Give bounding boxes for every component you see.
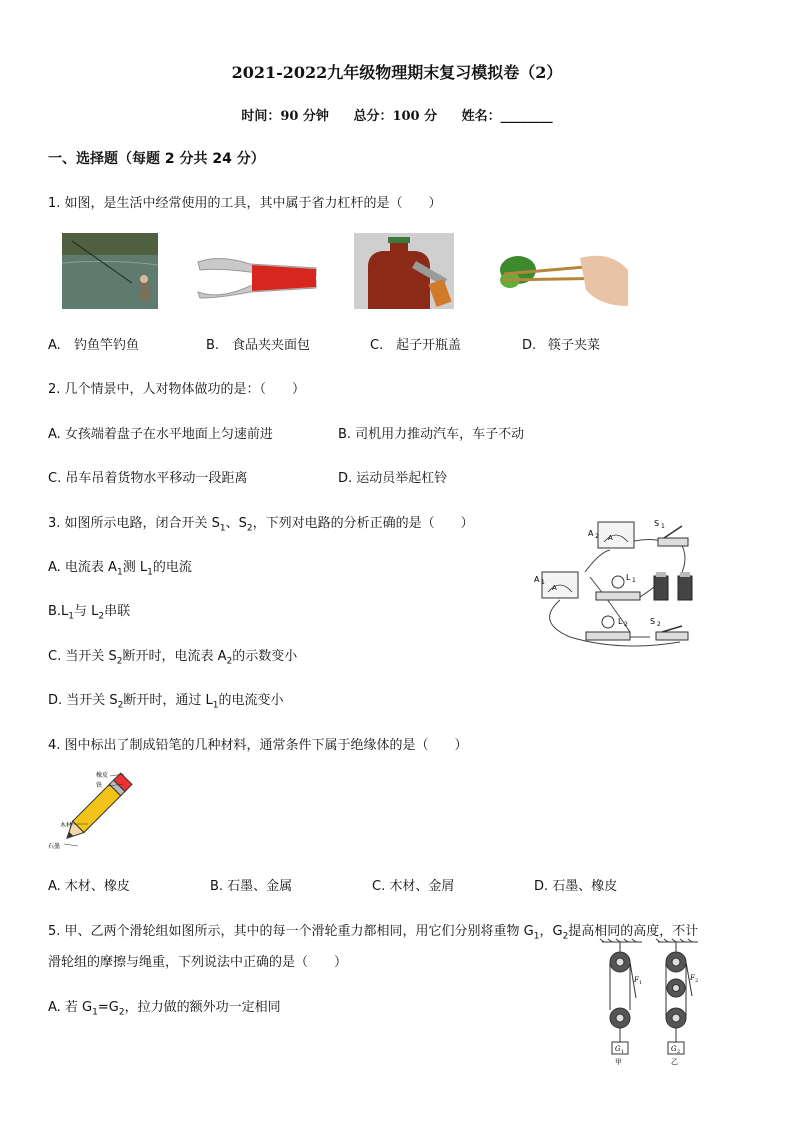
svg-text:A: A — [552, 584, 557, 592]
svg-text:2: 2 — [624, 621, 628, 628]
svg-text:2: 2 — [695, 978, 699, 984]
section-heading: 一、选择题（每题 2 分共 24 分） — [48, 151, 265, 167]
label-yi: 乙 — [671, 1058, 678, 1066]
q4-option-b[interactable]: B. 石墨、金属 — [210, 879, 293, 894]
svg-text:S: S — [654, 519, 660, 528]
switch-s1 — [654, 519, 688, 546]
svg-text:A: A — [534, 575, 540, 584]
q3-option-d[interactable]: D. 当开关 $S_2$断开时，通过 $L_1$的电流变小 — [48, 693, 284, 711]
svg-text:A: A — [608, 534, 613, 542]
pencil-diagram — [48, 770, 138, 854]
svg-text:L: L — [626, 573, 631, 582]
q4-option-a[interactable]: A. 木材、橡皮 — [48, 879, 130, 894]
ammeter-a2 — [588, 522, 634, 548]
svg-text:G: G — [615, 1045, 621, 1053]
q1-option-a[interactable]: A. 钓鱼竿钓鱼 — [48, 338, 140, 353]
q2-stem: 2. 几个情景中，人对物体做功的是：（ ） — [48, 382, 306, 397]
svg-text:F: F — [690, 974, 695, 982]
q5-stem-line2: 滑轮组的摩擦与绳重，下列说法中正确的是（ ） — [48, 955, 348, 970]
label-wood: 木材 — [60, 822, 73, 829]
fishing-photo — [62, 233, 158, 309]
bottle-opener-photo — [354, 233, 454, 309]
svg-text:1: 1 — [639, 980, 643, 986]
q1-option-c[interactable]: C. 起子开瓶盖 — [370, 338, 462, 353]
circuit-diagram — [530, 512, 700, 652]
label-jia: 甲 — [615, 1058, 622, 1066]
exam-time: 时间：90 分钟 — [241, 109, 329, 124]
q1-option-d[interactable]: D. 筷子夹菜 — [522, 338, 601, 353]
svg-text:1: 1 — [621, 1049, 625, 1055]
pulley-diagram — [596, 938, 706, 1066]
svg-text:1: 1 — [632, 577, 636, 584]
switch-s2 — [650, 617, 688, 640]
q4-option-d[interactable]: D. 石墨、橡皮 — [534, 879, 618, 894]
food-tongs-image — [190, 250, 320, 302]
svg-text:G: G — [671, 1045, 677, 1053]
bulb-l2 — [586, 616, 630, 640]
battery-icon — [654, 572, 692, 600]
bulb-l1 — [596, 573, 640, 600]
svg-text:2: 2 — [677, 1049, 681, 1055]
label-metal: 铁 — [96, 782, 103, 789]
svg-text:2: 2 — [595, 533, 599, 540]
label-graphite: 石墨 — [48, 843, 61, 850]
q2-option-d[interactable]: D. 运动员举起杠铃 — [338, 471, 448, 486]
svg-text:L: L — [618, 617, 623, 626]
exam-score: 总分：100 分 — [353, 109, 438, 124]
page-title: 2021-2022九年级物理期末复习模拟卷（2） — [231, 63, 563, 82]
q3-stem: 3. 如图所示电路，闭合开关 $S_1$、$S_2$，下列对电路的分析正确的是（ ） — [48, 516, 474, 534]
q5-stem-line1: 5. 甲、乙两个滑轮组如图所示，其中的每一个滑轮重力都相同，用它们分别将重物 $G_1$，$G_2$提高相同的高度，不计 — [48, 924, 699, 942]
q3-option-a[interactable]: A. 电流表 $A_1$测 $L_1$的电流 — [48, 560, 192, 578]
ammeter-a1 — [534, 572, 578, 598]
svg-text:1: 1 — [661, 523, 665, 530]
svg-text:2: 2 — [657, 621, 661, 628]
q1-option-b[interactable]: B. 食品夹夹面包 — [206, 338, 311, 353]
q4-stem: 4. 图中标出了制成铅笔的几种材料，通常条件下属于绝缘体的是（ ） — [48, 738, 468, 753]
chopsticks-image — [490, 250, 630, 310]
q2-option-a[interactable]: A. 女孩端着盘子在水平地面上匀速前进 — [48, 427, 273, 442]
svg-text:A: A — [588, 529, 594, 538]
q1-stem: 1. 如图，是生活中经常使用的工具，其中属于省力杠杆的是（ ） — [48, 196, 442, 211]
q5-option-a[interactable]: A. 若 $G_1=G_2$，拉力做的额外功一定相同 — [48, 1000, 281, 1018]
q3-option-b[interactable]: $B.L_1$与 $L_2$串联 — [48, 604, 131, 622]
label-rubber: 橡皮 — [96, 772, 109, 779]
svg-text:S: S — [650, 617, 656, 626]
svg-text:F: F — [634, 976, 639, 984]
exam-meta — [0, 105, 794, 124]
q2-option-c[interactable]: C. 吊车吊着货物水平移动一段距离 — [48, 471, 248, 486]
q2-option-b[interactable]: B. 司机用力推动汽车，车子不动 — [338, 427, 525, 442]
student-name-field[interactable]: 姓名：________ — [461, 109, 553, 124]
svg-text:1: 1 — [541, 579, 545, 586]
q4-option-c[interactable]: C. 木材、金屑 — [372, 879, 455, 894]
q3-option-c[interactable]: C. 当开关 $S_2$断开时，电流表 $A_2$的示数变小 — [48, 649, 298, 667]
